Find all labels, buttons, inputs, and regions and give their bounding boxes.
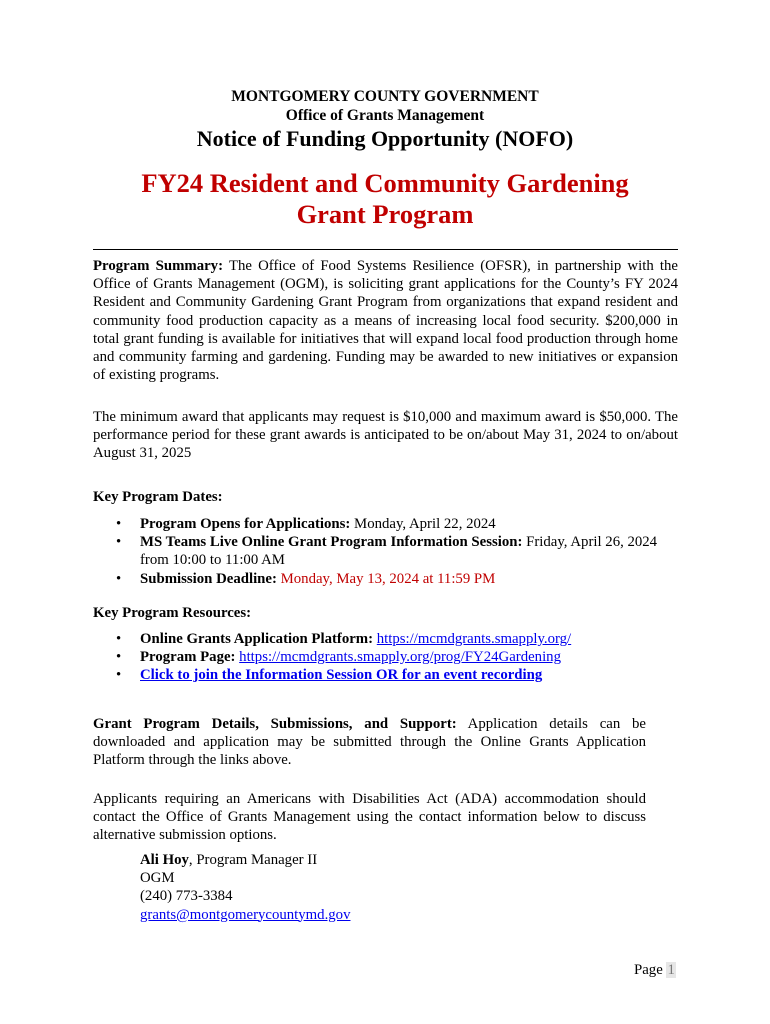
application-platform-link[interactable]: https://mcmdgrants.smapply.org/ — [376, 631, 572, 647]
date-value: Friday, April 26, 2024 from 10:00 to 11:00 AM — [140, 534, 658, 569]
list-item — [93, 570, 678, 588]
key-resources-list — [93, 630, 678, 685]
bullet-icon: • — [116, 516, 122, 532]
program-summary — [93, 257, 678, 384]
list-item — [93, 630, 678, 648]
contact-org: OGM — [140, 870, 175, 887]
resource-label: Program Page: — [140, 649, 236, 666]
key-dates-heading: Key Program Dates: — [93, 489, 223, 505]
title-line-1: FY24 Resident and Community Gardening — [141, 168, 629, 198]
contact-title: , Program Manager II — [188, 852, 318, 868]
ada-paragraph: Applicants requiring an Americans with Disabilities Act (ADA) accommodation should contact the Office of Grants Management using the contact information below to discuss alternative submission options. — [93, 791, 646, 844]
page-footer — [634, 962, 676, 979]
summary-text: The Office of Food Systems Resilience (OFSR), in partnership with the Office of Grants Management (OGM), is soliciting grant applications for the County’s FY 2024 Resident and Community Gardening Grant Program from organizations that expand resident and community food production capacity as a means of increasing local food security. $200,000 in total grant funding is available for initiatives that will expand local food production through home and community farming and gardening. Funding may be awarded to new initiatives or expansion of existing programs. — [93, 258, 678, 384]
bullet-icon: • — [116, 631, 122, 647]
details-text: Application details can be downloaded and application may be submitted through the Online Grants Application Platform through the links above. — [93, 716, 646, 769]
page-label: Page — [634, 962, 663, 978]
date-label: Submission Deadline: — [140, 570, 277, 587]
contact-name-line — [140, 851, 350, 869]
title-line-2: Grant Program — [296, 199, 474, 229]
contact-block — [140, 851, 350, 924]
program-page-link[interactable]: https://mcmdgrants.smapply.org/prog/FY24Gardening — [239, 649, 561, 666]
divider — [93, 249, 678, 250]
info-session-link[interactable]: Click to join the Information Session OR for an event recording — [140, 667, 543, 684]
date-label: Program Opens for Applications: — [140, 516, 351, 532]
list-item — [93, 533, 678, 569]
award-paragraph: The minimum award that applicants may request is $10,000 and maximum award is $50,000. The performance period for these grant awards is anticipated to be on/about May 31, 2024 to on/about August 31, 2025 — [93, 409, 678, 462]
key-dates-list — [93, 515, 678, 588]
list-item — [93, 515, 678, 533]
summary-label: Program Summary: — [93, 258, 224, 274]
office-name: Office of Grants Management — [285, 107, 485, 124]
contact-name: Ali Hoy — [140, 852, 189, 868]
notice-heading: Notice of Funding Opportunity (NOFO) — [196, 126, 574, 151]
bullet-icon: • — [116, 534, 122, 551]
resource-label: Online Grants Application Platform: — [140, 631, 374, 647]
page-title — [0, 168, 770, 230]
bullet-icon: • — [116, 649, 122, 666]
contact-phone: (240) 773-3384 — [140, 888, 233, 905]
bullet-icon: • — [116, 667, 122, 684]
bullet-icon: • — [116, 570, 122, 587]
deadline-value: Monday, May 13, 2024 at 11:59 PM — [280, 570, 496, 587]
date-label: MS Teams Live Online Grant Program Information Session: — [140, 534, 523, 551]
list-item — [93, 648, 678, 666]
details-label: Grant Program Details, Submissions, and Support: — [93, 716, 457, 732]
list-item — [93, 666, 678, 684]
page-number: 1 — [667, 962, 675, 978]
org-name: MONTGOMERY COUNTY GOVERNMENT — [231, 88, 539, 105]
details-paragraph — [93, 715, 646, 770]
date-value: Monday, April 22, 2024 — [354, 516, 496, 532]
key-resources-heading: Key Program Resources: — [93, 605, 252, 621]
contact-email-link[interactable]: grants@montgomerycountymd.gov — [140, 906, 351, 923]
